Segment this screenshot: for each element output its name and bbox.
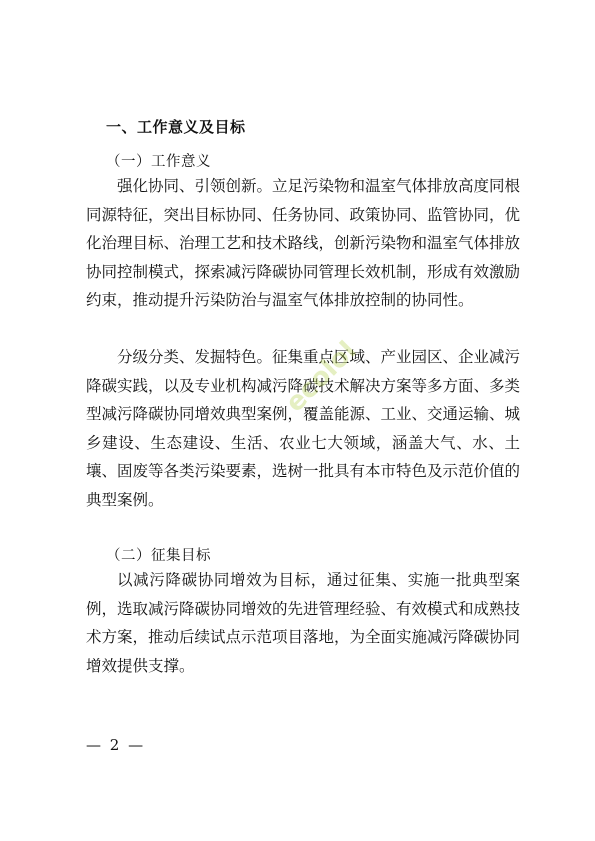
paragraph-significance-2: 分级分类、发掘特色。征集重点区域、产业园区、企业减污降碳实践，以及专业机构减污降碳技术解决方案等多方面、多类型减污降碳协同增效典型案例，覆盖能源、工业、交通运输、城乡建设、生态建设、生活、农业七大领域，涵盖大气、水、土壤、固废等各类污染要素，选树一批具有本市特色及示范价值的典型案例。 — [86, 348, 521, 509]
paragraph-significance-1: 强化协同、引领创新。立足污染物和温室气体排放高度同根同源特征，突出目标协同、任务协同、政策协同、监管协同，优化治理目标、治理工艺和技术路线，创新污染物和温室气体排放协同控制模式，探索减污降碳协同管理长效机制，形成有效激励约束，推动提升污染防治与温室气体排放控制的协同性。 — [86, 177, 521, 310]
watermark-logo: ecolol — [280, 335, 363, 419]
subsection-title-goal: （二）征集目标 — [106, 548, 211, 564]
page-number: — 2 — — [86, 736, 146, 754]
section-title: 一、工作意义及目标 — [106, 118, 246, 136]
paragraph-goal: 以减污降碳协同增效为目标，通过征集、实施一批典型案例，选取减污降碳协同增效的先进管理经验、有效模式和成熟技术方案，推动后续试点示范项目落地，为全面实施减污降碳协同增效提供支撑。 — [86, 571, 521, 675]
subsection-title-significance: （一）工作意义 — [106, 154, 211, 170]
